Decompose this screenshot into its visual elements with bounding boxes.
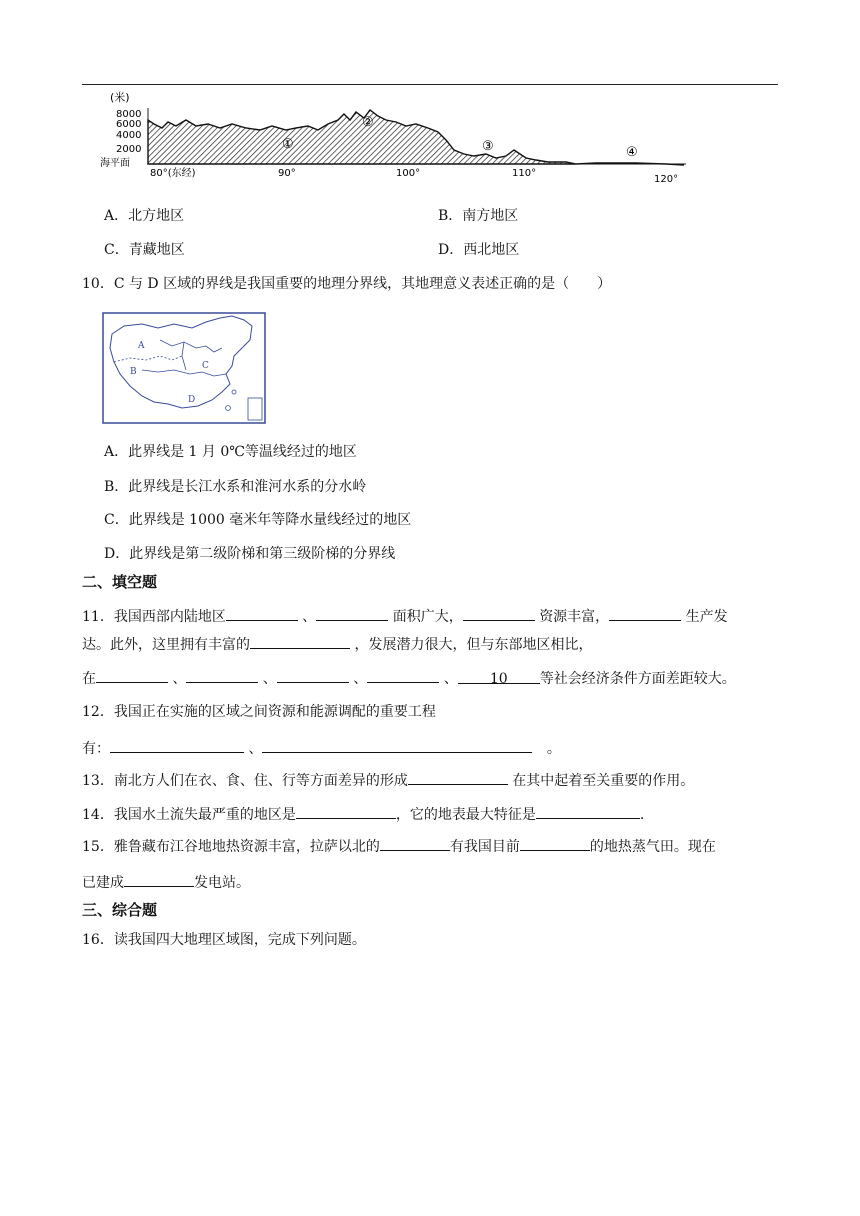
q15-text-3: 的地热蒸气田。现在	[589, 839, 716, 855]
q12-line-2	[82, 738, 561, 759]
q11-text-2: 面积广大，	[392, 609, 463, 625]
q11-text-3: 资源丰富，	[539, 609, 610, 625]
q11-text-6: ，发展潜力很大，但与东部地区相比，	[354, 637, 593, 653]
q11-blank-10[interactable]: 10	[458, 669, 540, 684]
q12-end: 。	[546, 741, 561, 757]
q11-blank-9[interactable]	[367, 668, 439, 683]
q10-stem: 10．C 与 D 区域的界线是我国重要的地理分界线，其地理意义表述正确的是（ ）	[82, 276, 612, 292]
q15-line-2	[82, 872, 250, 893]
q11-blank-8[interactable]	[277, 668, 349, 683]
q15-blank-3[interactable]	[124, 872, 194, 887]
q13-text-1: 13．南北方人们在衣、食、住、行等方面差异的形成	[82, 773, 408, 789]
q14-line	[82, 804, 644, 825]
map-label-d: D	[188, 395, 196, 405]
map-label-a: A	[138, 341, 145, 351]
q9-option-c: C．青藏地区	[104, 242, 185, 258]
q11-blank-3[interactable]	[463, 606, 535, 621]
q12-blank-1[interactable]	[110, 738, 244, 753]
q11-line-1	[82, 606, 728, 627]
q11-line-3	[82, 668, 736, 689]
q15-text-5: 发电站。	[194, 875, 250, 891]
ytick-8000: 8000	[116, 109, 142, 120]
q13-line	[82, 770, 694, 791]
q12-blank-2[interactable]	[262, 738, 532, 753]
q14-text-3: .	[639, 807, 645, 823]
q13-text-2: 在其中起着至关重要的作用。	[512, 773, 695, 789]
q10-option-c: C．此界线是 1000 毫米年等降水量线经过的地区	[104, 512, 412, 528]
q15-text-1: 15．雅鲁藏布江谷地地热资源丰富，拉萨以北的	[82, 839, 380, 855]
q10-option-b: B．此界线是长江水系和淮河水系的分水岭	[104, 479, 367, 495]
q9-option-d: D．西北地区	[438, 242, 520, 258]
sea-level-label: 海平面	[100, 158, 130, 169]
ytick-4000: 4000	[116, 130, 142, 141]
ytick-2000: 2000	[116, 144, 142, 155]
q11-blank-4[interactable]	[609, 606, 681, 621]
xlabel-80: 80°(东经)	[150, 168, 196, 179]
q14-text-1: 14．我国水土流失最严重的地区是	[82, 807, 296, 823]
xlabel-100: 100°	[396, 168, 421, 179]
q10-option-d: D．此界线是第二级阶梯和第三级阶梯的分界线	[104, 546, 396, 562]
marker-4: ④	[626, 145, 638, 160]
q10-option-a: A．此界线是 1 月 0℃等温线经过的地区	[104, 444, 357, 460]
q11-sep-5: 、	[443, 671, 458, 687]
ytick-6000: 6000	[116, 119, 142, 130]
china-region-map	[102, 312, 268, 426]
section-fill-in-heading: 二、填空题	[82, 573, 158, 591]
q15-line-1	[82, 836, 716, 857]
q11-text-4: 生产发	[685, 609, 728, 625]
marker-3: ③	[482, 139, 494, 154]
q13-blank[interactable]	[408, 770, 508, 785]
q11-text-7: 在	[82, 671, 96, 687]
q9-option-a: A．北方地区	[104, 208, 185, 224]
marker-2: ②	[362, 115, 374, 130]
q9-option-b: B．南方地区	[438, 208, 519, 224]
q11-text-5: 达。此外，这里拥有丰富的	[82, 637, 250, 653]
q12-line-1: 12．我国正在实施的区域之间资源和能源调配的重要工程	[82, 704, 436, 720]
xlabel-90: 90°	[278, 168, 296, 179]
section-comprehensive-heading: 三、综合题	[82, 901, 158, 919]
q11-sep-2: 、	[172, 671, 187, 687]
q12-text-1: 有：	[82, 741, 110, 757]
q14-text-2: ，它的地表最大特征是	[395, 807, 536, 823]
marker-1: ①	[282, 137, 294, 152]
q11-blank-5[interactable]	[250, 634, 350, 649]
q15-blank-1[interactable]	[380, 836, 450, 851]
q11-blank-2[interactable]	[316, 606, 388, 621]
map-label-b: B	[130, 367, 137, 377]
q11-line-2	[82, 634, 592, 655]
unit-label: (米)	[110, 91, 130, 104]
q11-sep-3: 、	[262, 671, 277, 687]
q16-stem: 16．读我国四大地理区域图，完成下列问题。	[82, 932, 366, 948]
q11-sep-1: 、	[302, 609, 317, 625]
xlabel-110: 110°	[512, 168, 537, 179]
q14-blank-2[interactable]	[536, 804, 640, 819]
q11-text-8: 等社会经济条件方面差距较大。	[539, 671, 736, 687]
map-label-c: C	[202, 361, 209, 371]
q14-blank-1[interactable]	[296, 804, 396, 819]
terrain-profile-figure	[96, 90, 696, 186]
q11-sep-4: 、	[353, 671, 368, 687]
q11-text-1: 11．我国西部内陆地区	[82, 609, 226, 625]
q15-text-4: 已建成	[82, 875, 124, 891]
q12-sep: 、	[248, 741, 263, 757]
q11-blank-7[interactable]	[186, 668, 258, 683]
q11-blank-6[interactable]	[96, 668, 168, 683]
q15-text-2: 有我国目前	[449, 839, 520, 855]
header-rule	[82, 84, 778, 85]
xlabel-120: 120°	[654, 174, 679, 185]
q15-blank-2[interactable]	[520, 836, 590, 851]
q11-blank-1[interactable]	[226, 606, 298, 621]
